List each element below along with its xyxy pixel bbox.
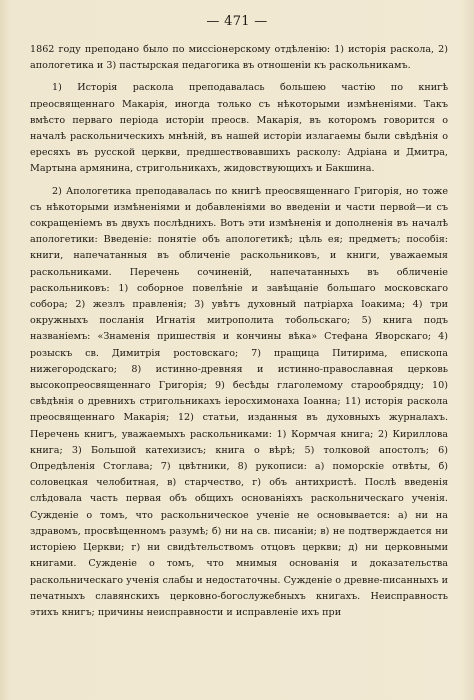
page-number: — 471 — [206,14,268,29]
paragraph-text: 1862 году преподано было по миссіонерскому отдѣленію: 1) исторія раскола, 2) апологетика и 3) пастырская педагогика въ отношеніи къ раскольникамъ. [30,44,448,72]
paragraph-text: 2) Апологетика преподавалась по книгѣ преосвященнаго Григорія, но тоже съ нѣкоторыми измѣненіями и добавленіями во введеніи и части первой—и съ сокращеніемъ въ двухъ послѣднихъ. Вотъ эти измѣненія и дополненія въ началѣ апологетики: Введеніе: понятіе объ апологетикѣ; цѣль ея; предметъ; пособія: книги, напечатанныя въ обличеніе раскольниковъ, и книги, уважаемыя раскольниками. Перечень сочиненій, напечатанныхъ въ обличеніе раскольниковъ: 1) соборное повелѣніе и завѣщаніе большаго московскаго собора; 2) жезлъ правленія; 3) увѣтъ духовный патріарха Іоакима; 4) три окружныхъ посланія Игнатія митрополита тобольскаго; 5) книга подъ названіемъ: «Знаменія пришествія и кончины вѣка» Стефана Яворскаго; 4) розыскъ св. Димитрія ростовскаго; 7) пращица Питирима, епископа нижегородскаго; 8) истинно-древняя и истинно-православная церковь высокопреосвященнаго Григорія; 9) бесѣды глаголемому старообрядцу; 10) свѣдѣнія о древнихъ стригольникахъ іеросхимонаха Іоанна; 11) исторія раскола преосвященнаго Макарія; 12) статьи, изданныя въ духовныхъ журналахъ. Перечень книгъ, уважаемыхъ раскольниками: 1) Кормчая книга; 2) Кириллова книга; 3) Большой катехизисъ; книга о вѣрѣ; 5) толковой апостолъ; 6) Опредѣленія Стоглава; 7) цвѣтники, 8) рукописи: а) поморскіе отвѣты, б) соловецкая челобитная, в) старчество, г) объ антихристѣ. Послѣ введенія слѣдовала часть первая объ общихъ основаніяхъ раскольническаго ученія. Сужденіе о томъ, что раскольническое ученіе не основывается: а) ни на здравомъ, просвѣщенномъ разумѣ; б) ни на св. писаніи; в) не подтверждается ни исторіею Церкви; г) ни свидѣтельствомъ отцовъ церкви; д) ни церковными книгами. Сужденіе о томъ, что мнимыя основанія и доказательства раскольническаго ученія слабы и недостаточны. Сужденіе о древне-писанныхъ и печатныхъ славянскихъ церковно-богослужебныхъ книгахъ. Неисправность этихъ книгъ; причины неисправности и исправленіе ихъ при [30,185,448,618]
paragraph-text: 1) Исторія раскола преподавалась большею частію по книгѣ преосвященнаго Макарія, иногда только съ нѣкоторыми измѣненіями. Такъ вмѣсто перваго періода исторіи преосв. Макарія, въ которомъ говорится о началѣ раскольническихъ мнѣній, въ нашей исторіи излагаемы были свѣдѣнія о ересяхъ въ русской церкви, предшествовавшихъ расколу: Адріана и Дмитра, Мартына армянина, стригольникахъ, жидовствующихъ и Бакшина. [30,82,448,175]
paragraph-apologetics [30,184,448,621]
paragraph-intro [30,42,448,74]
body-text [30,42,448,627]
paragraph-history [30,80,448,177]
